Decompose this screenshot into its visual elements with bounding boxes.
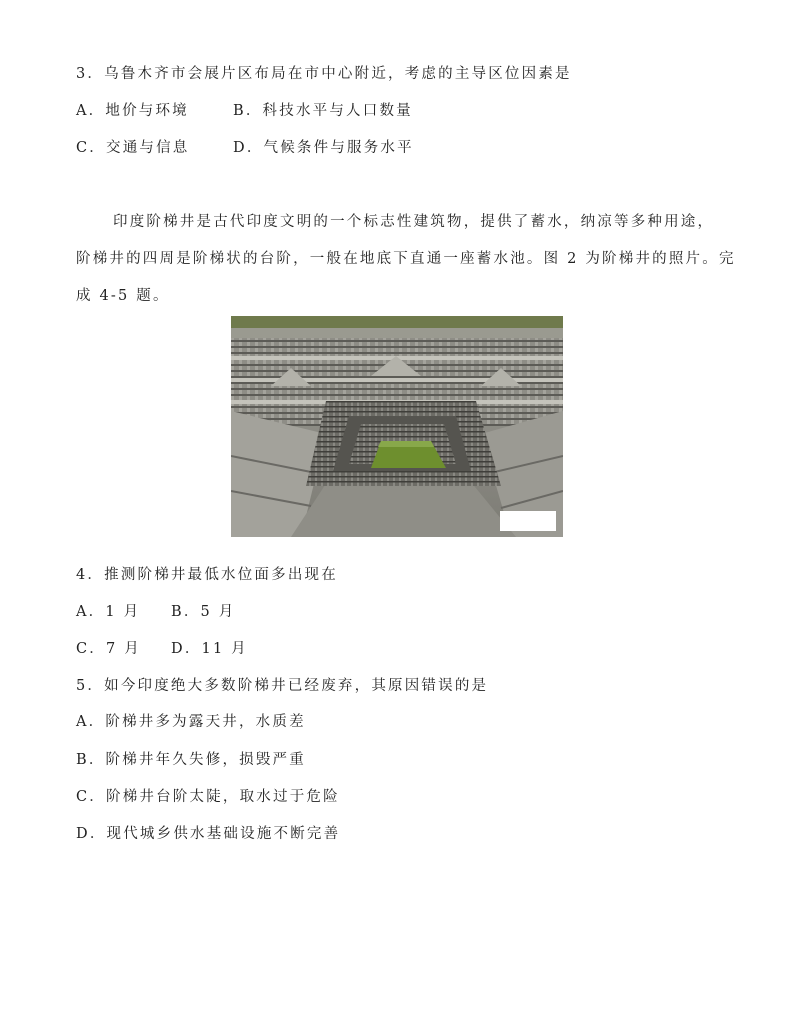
q5-option-a: A．阶梯井多为露天井，水质差: [76, 714, 306, 730]
q3-option-b: B．科技水平与人口数量: [233, 103, 413, 119]
q5-option-b: B．阶梯井年久失修，损毁严重: [76, 752, 306, 768]
passage-line-2: 阶梯井的四周是阶梯状的台阶，一般在地底下直通一座蓄水池。图 2 为阶梯井的照片。完: [76, 251, 736, 267]
passage-line-3: 成 4-5 题。: [76, 288, 170, 304]
q3-option-d: D．气候条件与服务水平: [233, 140, 414, 156]
q4-option-b: B．5 月: [171, 604, 236, 620]
q3-option-a: A．地价与环境: [76, 103, 189, 119]
passage-line-1: 印度阶梯井是古代印度文明的一个标志性建筑物，提供了蓄水，纳凉等多种用途，: [113, 214, 715, 230]
q3-option-c: C．交通与信息: [76, 140, 190, 156]
q5-option-d: D．现代城乡供水基础设施不断完善: [76, 826, 341, 842]
q5-stem: 5．如今印度绝大多数阶梯井已经废弃，其原因错误的是: [76, 678, 489, 694]
q4-option-c: C．7 月: [76, 641, 141, 657]
q4-option-d: D．11 月: [171, 641, 248, 657]
q4-option-a: A．1 月: [76, 604, 141, 620]
q5-option-c: C．阶梯井台阶太陡，取水过于危险: [76, 789, 340, 805]
stepwell-photo: [231, 316, 563, 537]
q3-stem: 3．乌鲁木齐市会展片区布局在市中心附近，考虑的主导区位因素是: [76, 66, 572, 82]
q4-stem: 4．推测阶梯井最低水位面多出现在: [76, 567, 338, 583]
